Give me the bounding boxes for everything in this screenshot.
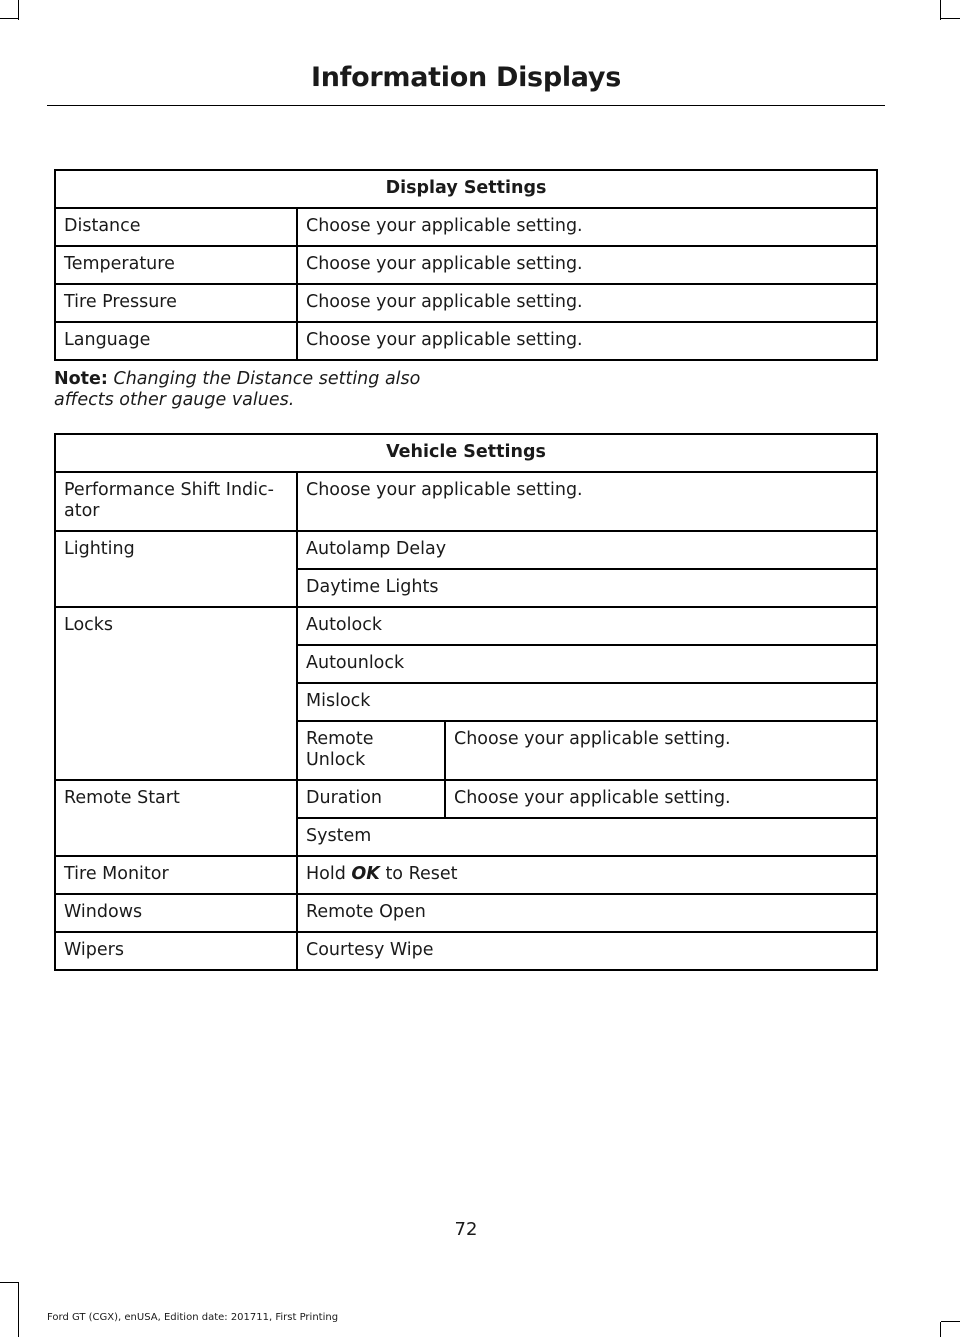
setting-option: System [297, 818, 877, 856]
title-divider [47, 105, 885, 106]
setting-sub-label: Duration [297, 780, 445, 818]
footer-edition-info: Ford GT (CGX), enUSA, Edition date: 201711, First Printing [47, 1312, 339, 1323]
table-title: Vehicle Settings [55, 434, 877, 472]
setting-label: Lighting [55, 531, 297, 607]
setting-value: Choose your applicable setting. [297, 284, 877, 322]
table-row [55, 531, 877, 569]
crop-mark [0, 18, 18, 19]
setting-value: Choose your applicable setting. [297, 322, 877, 360]
setting-option: Autolamp Delay [297, 531, 877, 569]
setting-value: Choose your applicable setting. [297, 246, 877, 284]
setting-value [297, 856, 877, 894]
setting-label: Performance Shift Indic-ator [55, 472, 297, 531]
table-row [55, 284, 877, 322]
table-row [55, 894, 877, 932]
setting-sub-label: Remote Unlock [297, 721, 445, 780]
table-header-row [55, 170, 877, 208]
setting-option: Autounlock [297, 645, 877, 683]
setting-label: Windows [55, 894, 297, 932]
setting-option: Daytime Lights [297, 569, 877, 607]
setting-label: Language [55, 322, 297, 360]
crop-mark [940, 0, 941, 20]
setting-value: Choose your applicable setting. [297, 472, 877, 531]
crop-mark [941, 18, 960, 19]
table-title: Display Settings [55, 170, 877, 208]
table-row [55, 472, 877, 531]
tire-monitor-suffix: to Reset [385, 864, 458, 884]
setting-label: Locks [55, 607, 297, 780]
setting-label: Distance [55, 208, 297, 246]
note-label: Note: [54, 369, 108, 389]
table-row [55, 208, 877, 246]
table-row [55, 607, 877, 645]
table-row [55, 322, 877, 360]
crop-mark [18, 1282, 19, 1337]
note-text: Changing the Distance setting also affects other gauge values. [54, 369, 421, 410]
table-header-row [55, 434, 877, 472]
note [54, 369, 474, 411]
setting-label: Temperature [55, 246, 297, 284]
vehicle-settings-table [54, 433, 878, 971]
crop-mark [18, 0, 19, 20]
crop-mark [941, 1321, 960, 1322]
setting-value: Choose your applicable setting. [445, 780, 877, 818]
page-number: 72 [454, 1219, 478, 1240]
setting-label: Tire Pressure [55, 284, 297, 322]
tire-monitor-prefix: Hold [306, 864, 346, 884]
ok-key-label: OK [351, 864, 380, 884]
table-row [55, 780, 877, 818]
display-settings-table [54, 169, 878, 361]
setting-option: Mislock [297, 683, 877, 721]
setting-value: Courtesy Wipe [297, 932, 877, 970]
setting-label: Wipers [55, 932, 297, 970]
setting-label: Tire Monitor [55, 856, 297, 894]
setting-value: Choose your applicable setting. [445, 721, 877, 780]
table-row [55, 246, 877, 284]
setting-value: Choose your applicable setting. [297, 208, 877, 246]
crop-mark [940, 1322, 941, 1337]
setting-label: Remote Start [55, 780, 297, 856]
table-row [55, 856, 877, 894]
table-row [55, 932, 877, 970]
crop-mark [0, 1282, 18, 1283]
setting-option: Autolock [297, 607, 877, 645]
page-title: Information Displays [311, 62, 621, 93]
setting-value: Remote Open [297, 894, 877, 932]
